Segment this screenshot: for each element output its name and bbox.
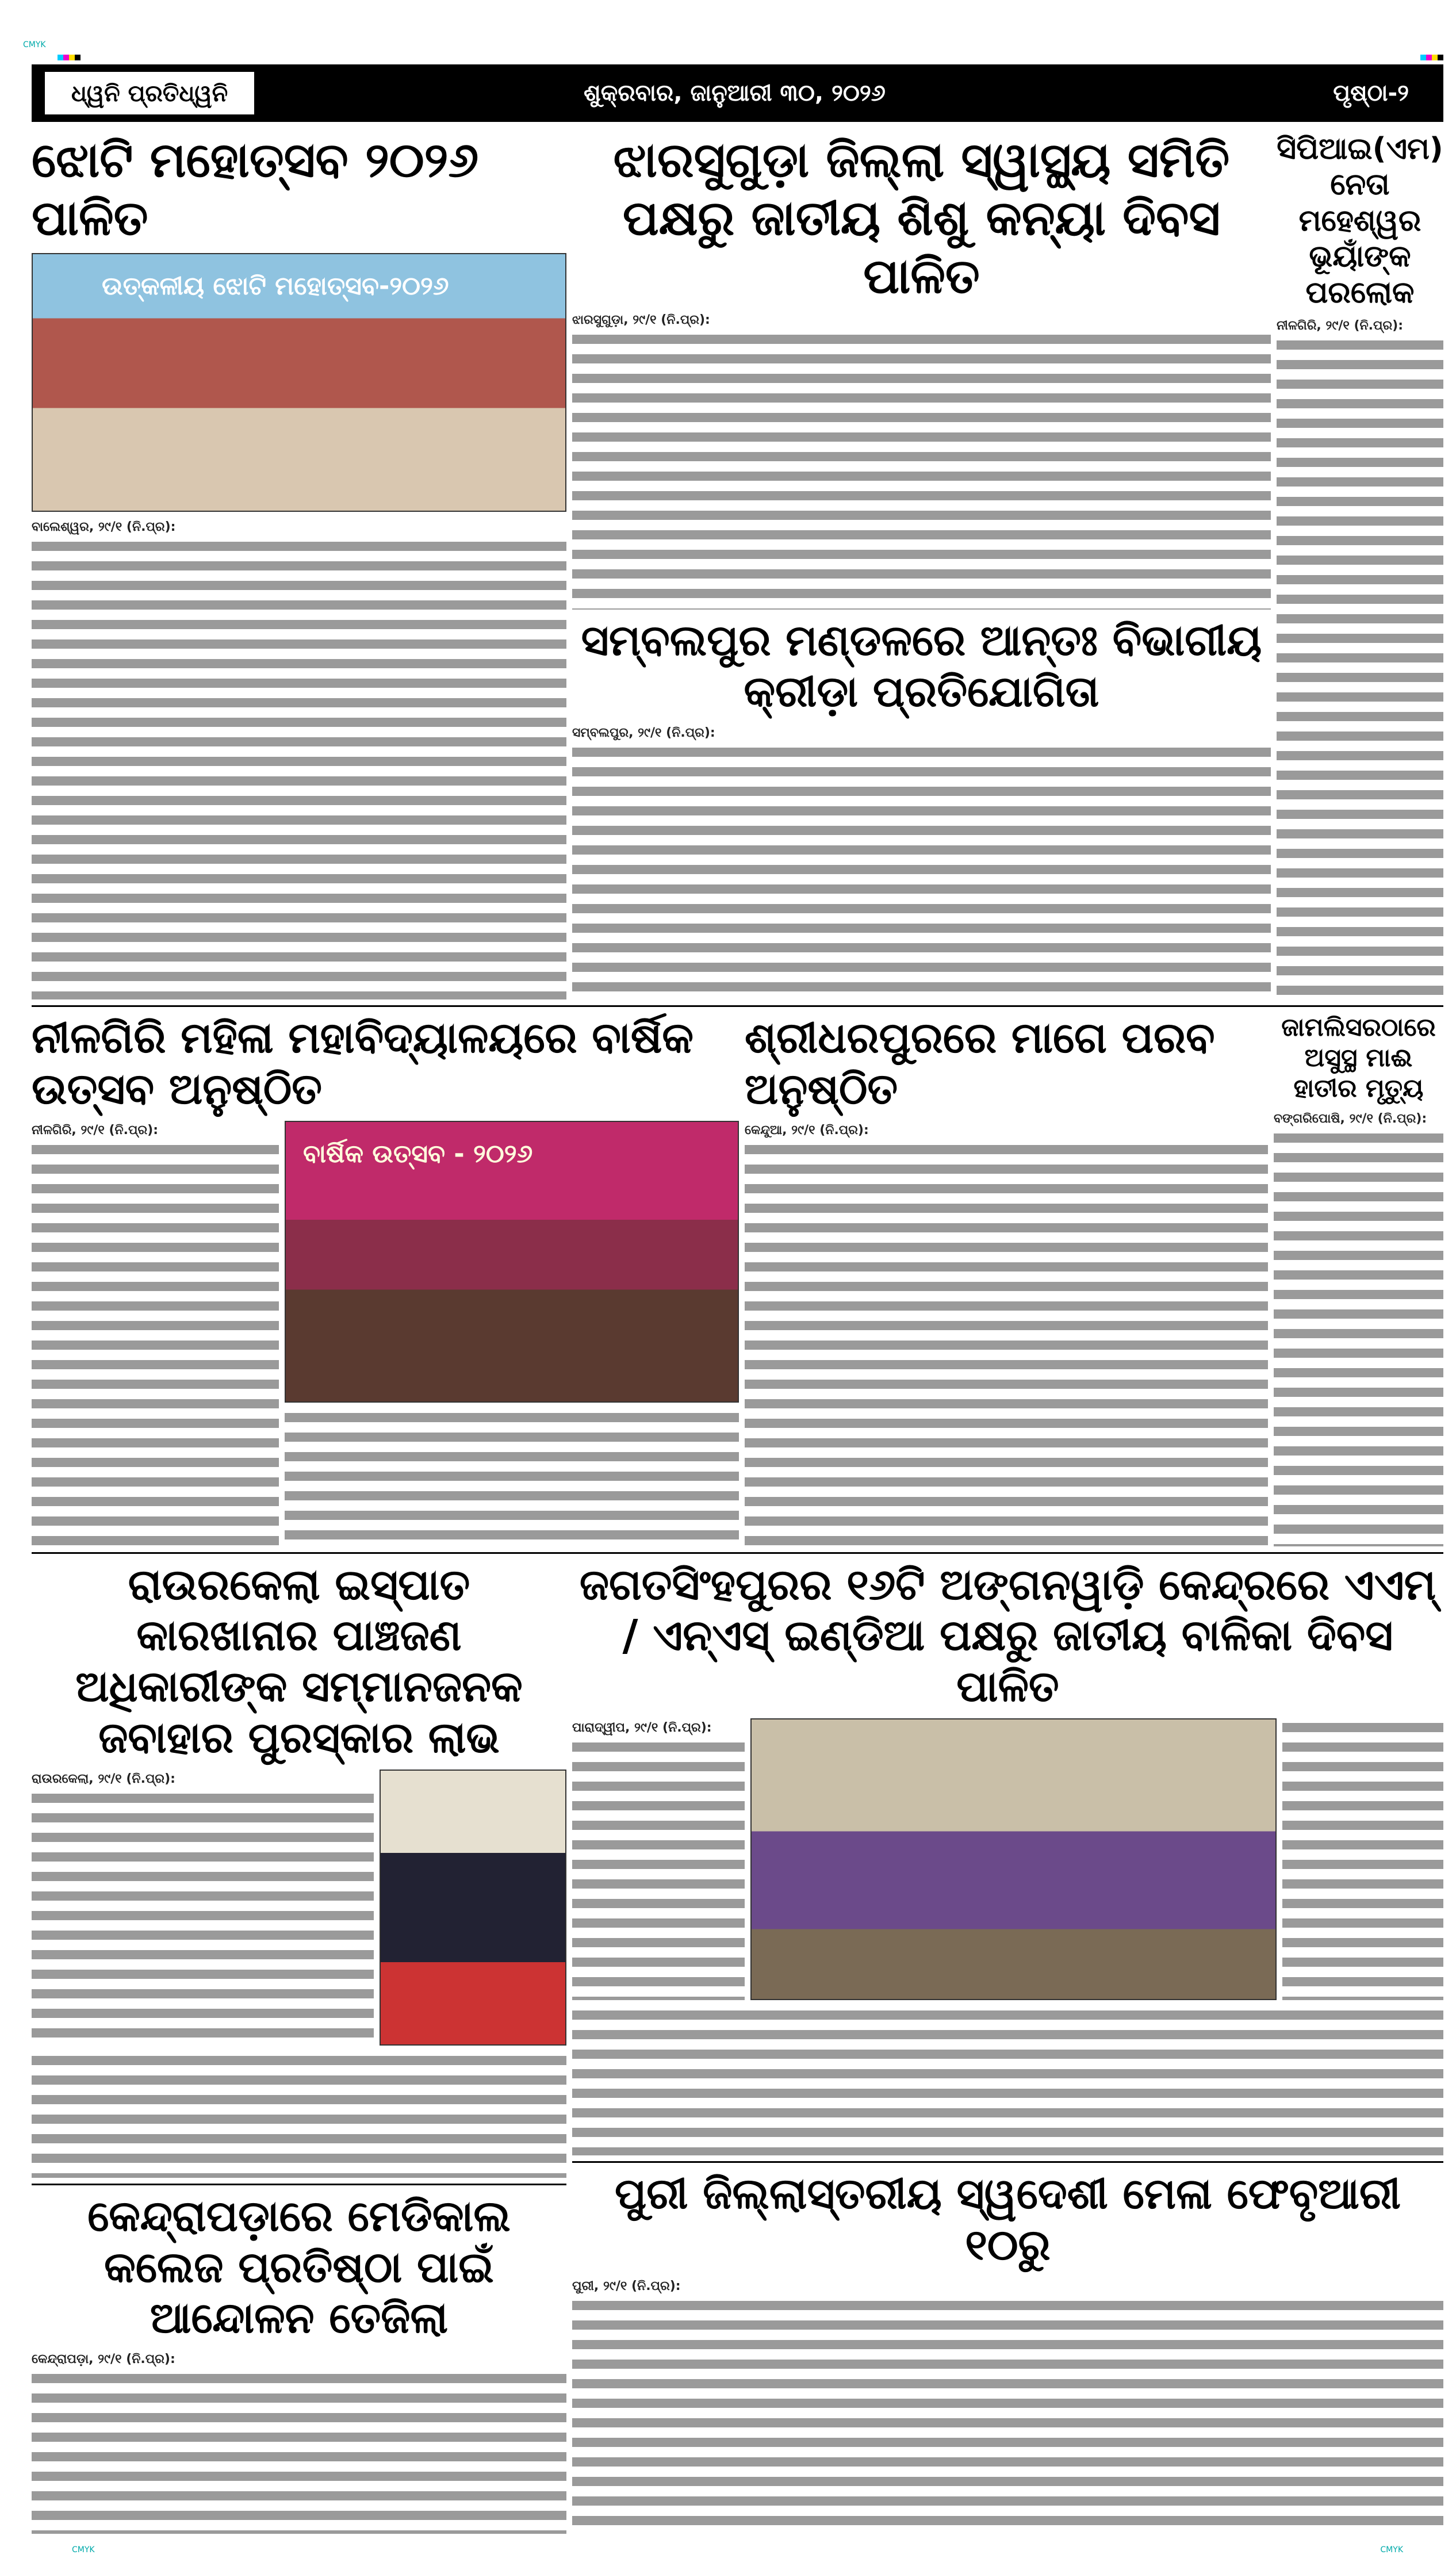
divider bbox=[32, 1552, 1443, 1554]
newspaper-logo: ଧ୍ୱନି ପ୍ରତିଧ୍ୱନି bbox=[43, 70, 256, 116]
headline-kendrapara: କେନ୍ଦ୍ରାପଡ଼ାରେ ମେଡିକାଲ କଲେଜ ପ୍ରତିଷ୍ଠା ପାଇଁ ଆନ୍ଦୋଳନ ତେଜିଲା bbox=[87, 2191, 511, 2343]
story-jhoti-body bbox=[32, 518, 566, 999]
row-top bbox=[32, 131, 1443, 999]
story-sridharpur-body bbox=[745, 1121, 1268, 1546]
story-jagatsinghpur-body-cont bbox=[572, 2006, 1443, 2155]
headline-jagatsinghpur: ଜଗତସିଂହପୁରର ୧୬ଟି ଅଙ୍ଗନୱାଡ଼ି କେନ୍ଦ୍ରରେ ଏଏମ୍ / ଏନ୍‌ଏସ୍ ଇଣ୍ଡିଆ ପକ୍ଷରୁ ଜାତୀୟ ବାଳିକା ଦିବସ ପାଳିତ bbox=[579, 1560, 1436, 1712]
story-nilagiri bbox=[32, 1013, 739, 1546]
print-marks-bottom bbox=[32, 2540, 1443, 2566]
headline-sambalpur-sports: ସମ୍ବଲପୁର ମଣ୍ଡଳରେ ଆନ୍ତଃ ବିଭାଗୀୟ କ୍ରୀଡ଼ା ପ୍ରତିଯୋଗିତା bbox=[581, 616, 1262, 717]
story-nilagiri-body-cont bbox=[285, 1408, 739, 1546]
photo-jagatsinghpur bbox=[750, 1718, 1277, 2000]
headline-nilagiri-college: ନୀଳଗିରି ମହିଳା ମହାବିଦ୍ୟାଳୟରେ ବାର୍ଷିକ ଉତ୍ସବ ଅନୁଷ୍ଠିତ bbox=[32, 1013, 694, 1114]
story-rourkela-body-cont bbox=[32, 2051, 566, 2178]
headline-jhoti-mahotsav: ଝୋଟି ମହୋତ୍ସବ ୨୦୨୬ ପାଳିତ bbox=[32, 132, 479, 246]
story-nilagiri-layout bbox=[32, 1121, 739, 1546]
story-kendrapara-body bbox=[32, 2350, 566, 2534]
dateline: ବାଲେଶ୍ୱର, ୨୯/୧ (ନି.ପ୍ର): bbox=[32, 519, 176, 534]
story-jagatsinghpur-layout bbox=[572, 1718, 1443, 2000]
color-bar-top-right bbox=[1420, 55, 1443, 60]
color-bar-top-left bbox=[58, 55, 81, 60]
headline-cpim-leader: ସିପିଆଇ(ଏମ) ନେତା ମହେଶ୍ୱର ଭୂୟାଁଙ୍କ ପରଲୋକ bbox=[1277, 132, 1443, 310]
banner-text: ଉତ୍କଳୀୟ ଝୋଟି ମହୋତ୍ସବ-୨୦୨୬ bbox=[102, 271, 449, 301]
issue-date: ଶୁକ୍ରବାର, ଜାନୁଆରୀ ୩୦, ୨୦୨୬ bbox=[584, 80, 886, 106]
dateline: ପୁରୀ, ୨୯/୧ (ନି.ପ୍ର): bbox=[572, 2278, 681, 2293]
story-jhoti bbox=[32, 131, 566, 999]
page-number: ପୃଷ୍ଠା-୨ bbox=[1333, 80, 1409, 106]
photo-rourkela-award bbox=[380, 1770, 566, 2046]
story-column-center bbox=[572, 131, 1271, 999]
dateline: ରାଉରକେଲା, ୨୯/୧ (ନି.ପ୍ର): bbox=[32, 1771, 175, 1786]
story-nilagiri-body bbox=[32, 1121, 279, 1546]
dateline: ସମ୍ବଲପୁର, ୨୯/୧ (ନି.ପ୍ର): bbox=[572, 725, 715, 740]
print-mark-bottom-right: CMYK bbox=[1380, 2545, 1403, 2555]
story-sambalpur-body bbox=[572, 723, 1271, 999]
row-middle bbox=[32, 1013, 1443, 1546]
story-nilagiri-right bbox=[285, 1121, 739, 1546]
stage-banner-text: ବାର୍ଷିକ ଉତ୍ସବ - ୨୦୨୬ bbox=[303, 1139, 533, 1169]
headline-rourkela-award: ରାଉରକେଲା ଇସ୍ପାତ କାରଖାନାର ପାଞ୍ଚଜଣ ଅଧିକାରୀଙ୍କ ସମ୍ମାନଜନକ ଜବାହାର ପୁରସ୍କାର ଲାଭ bbox=[75, 1560, 523, 1763]
masthead bbox=[32, 64, 1443, 122]
dateline: ବଙ୍ଗରିପୋଷି, ୨୯/୧ (ନି.ପ୍ର): bbox=[1274, 1112, 1427, 1127]
story-cpim-body bbox=[1277, 316, 1443, 999]
photo-jhoti-mahotsav bbox=[32, 253, 566, 512]
dateline: କେନ୍ଦ୍ରାପଡ଼ା, ୨୯/୧ (ନି.ପ୍ର): bbox=[32, 2352, 175, 2367]
story-sridharpur bbox=[745, 1013, 1268, 1546]
story-column-right bbox=[572, 1560, 1443, 2534]
story-cpim bbox=[1277, 131, 1443, 999]
divider bbox=[32, 1005, 1443, 1007]
headline-elephant-death: ଜାମଲିସରଠାରେ ଅସୁସ୍ଥ ମାଈ ହାତୀର ମୃତ୍ୟୁ bbox=[1281, 1012, 1436, 1103]
headline-sridharpur: ଶ୍ରୀଧରପୁରରେ ମାଗେ ପରବ ଅନୁଷ୍ଠିତ bbox=[745, 1013, 1215, 1114]
dateline: ଝାରସୁଗୁଡ଼ା, ୨୯/୧ (ନି.ପ୍ର): bbox=[572, 313, 710, 328]
story-jharsuguda-body bbox=[572, 311, 1271, 610]
page-content bbox=[32, 131, 1443, 2566]
print-mark-top: CMYK bbox=[23, 40, 46, 49]
headline-puri-swadeshi: ପୁରୀ ଜିଲ୍ଲାସ୍ତରୀୟ ସ୍ୱଦେଶୀ ମେଳା ଫେବୃଆରୀ ୧୦ରୁ bbox=[614, 2169, 1401, 2270]
story-rourkela-body bbox=[32, 1770, 374, 2046]
dateline: ନୀଳଗିରି, ୨୯/୧ (ନି.ପ୍ର): bbox=[1277, 318, 1404, 333]
story-jagatsinghpur-side bbox=[1282, 1718, 1443, 2000]
story-elephant-body bbox=[1274, 1109, 1443, 1546]
divider bbox=[32, 2184, 566, 2185]
story-elephant bbox=[1274, 1013, 1443, 1546]
dateline: କେନ୍ଦୁଆ, ୨୯/୧ (ନି.ପ୍ର): bbox=[745, 1123, 869, 1138]
row-lower bbox=[32, 1560, 1443, 2534]
story-puri-body bbox=[572, 2277, 1443, 2534]
story-jagatsinghpur-body bbox=[572, 1718, 745, 2000]
print-mark-bottom-left: CMYK bbox=[72, 2545, 95, 2555]
story-rourkela-layout bbox=[32, 1770, 566, 2046]
photo-nilagiri-college bbox=[285, 1121, 739, 1403]
divider bbox=[572, 2161, 1443, 2163]
dateline: ନୀଳଗିରି, ୨୯/୧ (ନି.ପ୍ର): bbox=[32, 1123, 159, 1138]
headline-jharsuguda: ଝାରସୁଗୁଡ଼ା ଜିଲ୍ଲା ସ୍ୱାସ୍ଥ୍ୟ ସମିତି ପକ୍ଷରୁ ଜାତୀୟ ଶିଶୁ କନ୍ୟା ଦିବସ ପାଳିତ bbox=[613, 132, 1230, 304]
story-column-left bbox=[32, 1560, 566, 2534]
dateline: ପାରାଦ୍ୱୀପ, ୨୯/୧ (ନି.ପ୍ର): bbox=[572, 1720, 712, 1735]
